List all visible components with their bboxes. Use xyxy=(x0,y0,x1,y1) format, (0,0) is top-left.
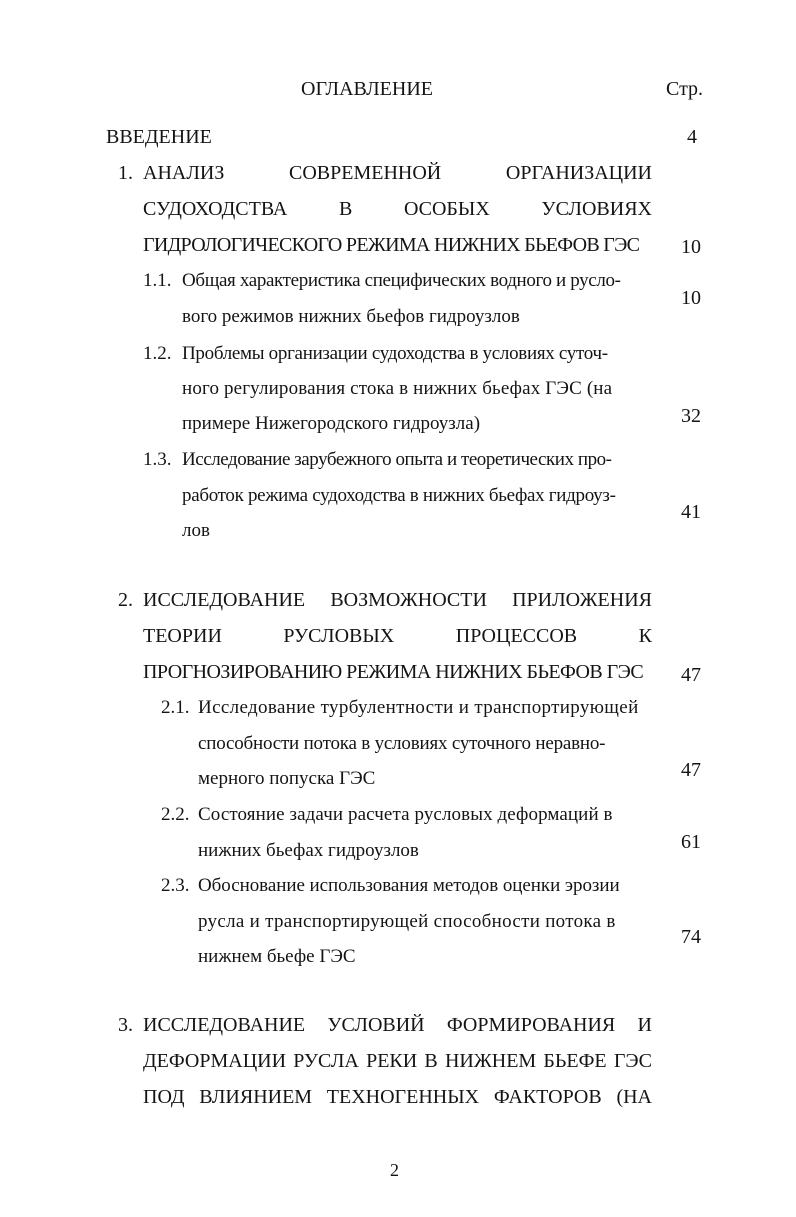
chapter-1-title-line-3: ГИДРОЛОГИЧЕСКОГО РЕЖИМА НИЖНИХ БЬЕФОВ ГЭС xyxy=(143,234,640,256)
section-2-3-title-line-3: нижнем бьефе ГЭС xyxy=(198,946,356,967)
chapter-3-number: 3. xyxy=(118,1014,133,1036)
section-2-1-title-line-2: способности потока в условиях суточного неравно- xyxy=(198,733,606,754)
page-column-label: Стр. xyxy=(666,78,704,100)
chapter-2-title-line-3: ПРОГНОЗИРОВАНИЮ РЕЖИМА НИЖНИХ БЬЕФОВ ГЭС xyxy=(143,661,644,683)
chapter-1-title-line-2: СУДОХОДСТВА В ОСОБЫХ УСЛОВИЯХ xyxy=(143,198,652,220)
section-2-2-title-line-2: нижних бьефах гидроузлов xyxy=(198,840,419,861)
section-1-3-title-line-3: лов xyxy=(182,520,210,541)
section-2-2-page: 61 xyxy=(681,831,701,853)
section-1-3-title-line-2: работок режима судоходства в нижних бьефах гидроуз- xyxy=(182,485,616,506)
section-2-2-title-line-1: Состояние задачи расчета русловых деформаций в xyxy=(198,804,613,825)
section-2-1-title-line-3: мерного попуска ГЭС xyxy=(198,768,376,789)
section-1-1-title-line-1: Общая характеристика специфических водного и русло- xyxy=(182,270,621,291)
section-2-2-number: 2.2. xyxy=(161,804,190,825)
toc-page-intro: 4 xyxy=(687,126,697,148)
chapter-1-page: 10 xyxy=(681,236,701,258)
section-1-1-title-line-2: вого режимов нижних бьефов гидроузлов xyxy=(182,306,520,327)
section-1-1-page: 10 xyxy=(681,287,701,309)
section-1-2-title-line-2: ного регулирования стока в нижних бьефах ГЭС (на xyxy=(182,378,613,399)
page-number: 2 xyxy=(390,1160,399,1180)
chapter-3-title-line-1: ИССЛЕДОВАНИЕ УСЛОВИЙ ФОРМИРОВАНИЯ И xyxy=(143,1014,652,1036)
section-1-1-number: 1.1. xyxy=(143,270,172,291)
chapter-2-title-line-1: ИССЛЕДОВАНИЕ ВОЗМОЖНОСТИ ПРИЛОЖЕНИЯ xyxy=(143,589,652,611)
section-2-3-title-line-2: русла и транспортирующей способности потока в xyxy=(198,911,616,932)
chapter-1-title-line-1: АНАЛИЗ СОВРЕМЕННОЙ ОРГАНИЗАЦИИ xyxy=(143,162,652,184)
section-2-1-title-line-1: Исследование турбулентности и транспортирующей xyxy=(198,697,639,718)
toc-title: ОГЛАВЛЕНИЕ xyxy=(301,78,433,100)
toc-entry-intro: ВВЕДЕНИЕ xyxy=(106,126,212,148)
section-1-3-number: 1.3. xyxy=(143,449,172,470)
section-1-3-title-line-1: Исследование зарубежного опыта и теоретических про- xyxy=(182,449,612,470)
chapter-3-title-line-2: ДЕФОРМАЦИИ РУСЛА РЕКИ В НИЖНЕМ БЬЕФЕ ГЭС xyxy=(143,1050,652,1072)
section-2-3-number: 2.3. xyxy=(161,875,190,896)
section-1-2-title-line-1: Проблемы организации судоходства в условиях суточ- xyxy=(182,343,608,364)
chapter-1-number: 1. xyxy=(118,162,133,184)
section-1-2-title-line-3: примере Нижегородского гидроузла) xyxy=(182,413,481,434)
chapter-2-number: 2. xyxy=(118,589,133,611)
section-1-3-page: 41 xyxy=(681,501,701,523)
chapter-2-page: 47 xyxy=(681,664,701,686)
section-2-3-title-line-1: Обоснование использования методов оценки эрозии xyxy=(198,875,620,896)
section-2-1-page: 47 xyxy=(681,759,701,781)
section-2-3-page: 74 xyxy=(681,926,701,948)
section-1-2-page: 32 xyxy=(681,405,701,427)
section-1-2-number: 1.2. xyxy=(143,343,172,364)
section-2-1-number: 2.1. xyxy=(161,697,190,718)
chapter-2-title-line-2: ТЕОРИИ РУСЛОВЫХ ПРОЦЕССОВ К xyxy=(143,625,652,647)
chapter-3-title-line-3: ПОД ВЛИЯНИЕМ ТЕХНОГЕННЫХ ФАКТОРОВ (НА xyxy=(143,1086,652,1108)
